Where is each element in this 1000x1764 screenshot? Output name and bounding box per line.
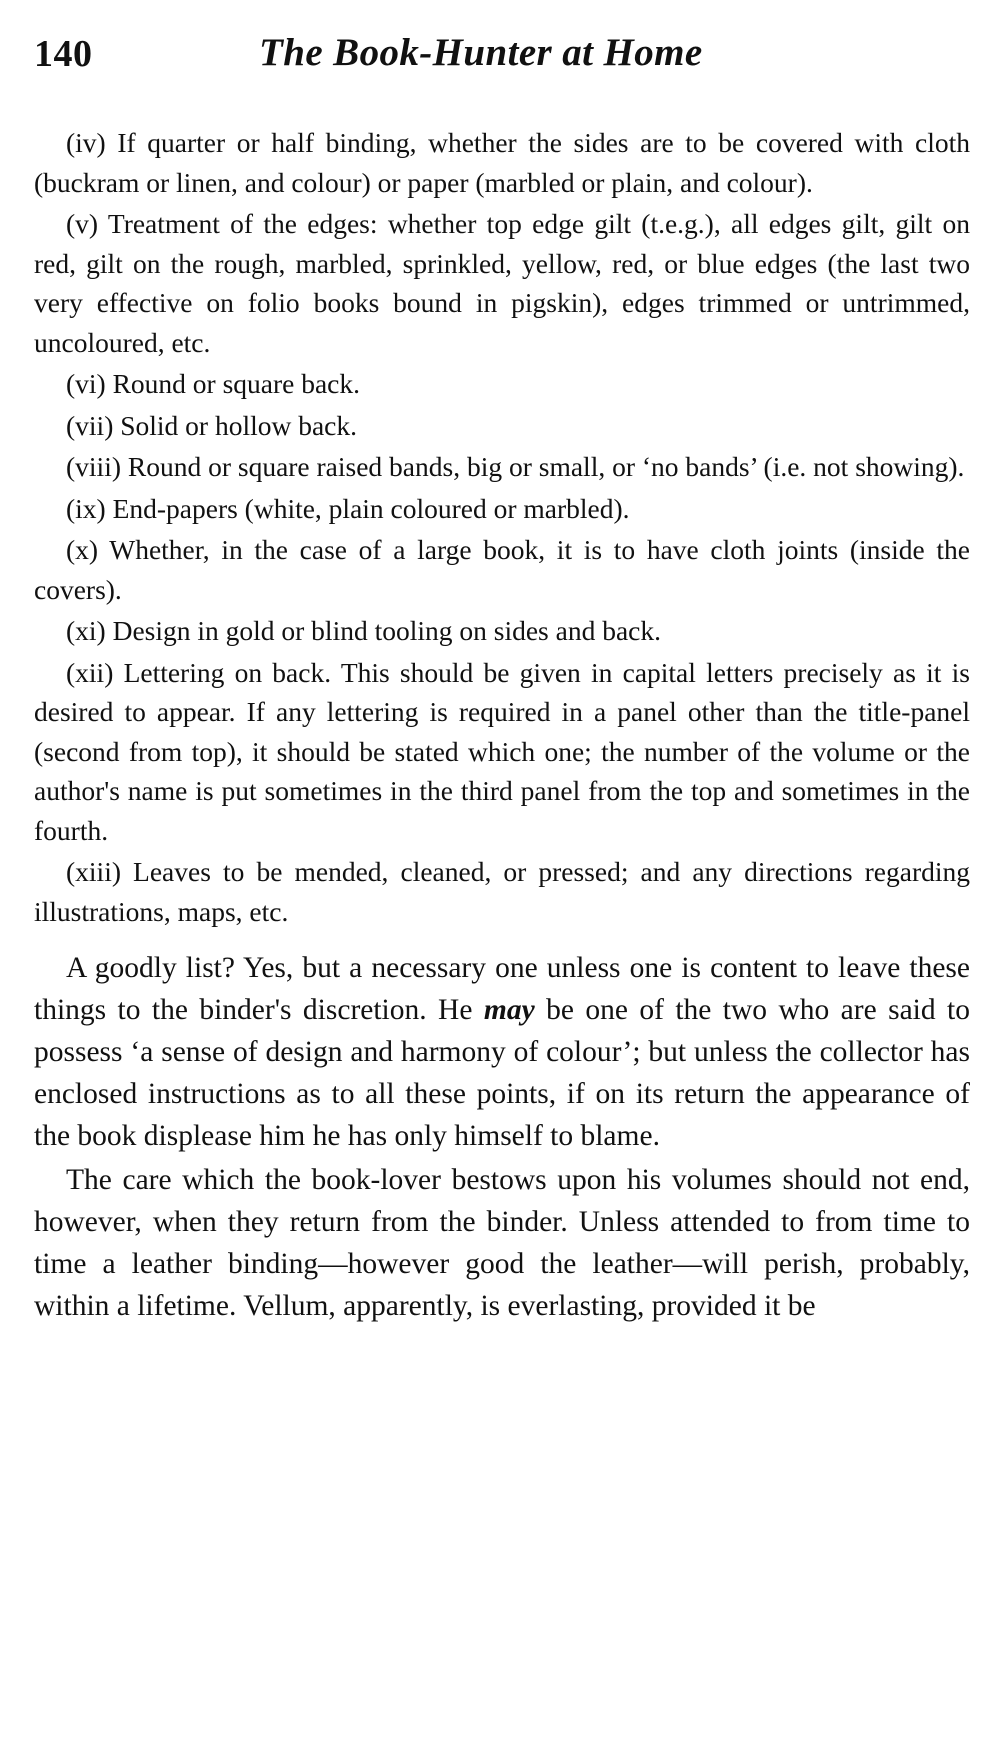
paragraph-goodly-list-end: be one of the two who are said to possess ‘a sense of design and harmony of colour’; but unless the collector has enclosed instructions as to all these points, if on its return the appearance of the book displease him he has only himself to blame.	[34, 994, 970, 1152]
page-number: 140	[34, 33, 93, 75]
paragraph-goodly-list-start: A goodly list? Yes, but a necessary one unless one is content to leave these things to the binder's discretion. He	[34, 952, 970, 1026]
page-header	[34, 32, 984, 92]
list-item-v: (v) Treatment of the edges: whether top edge gilt (t.e.g.), all edges gilt, gilt on red, gilt on the rough, marbled, sprinkled, yellow, red, or blue edges (the last two very effective on folio books bound in pigskin), edges trimmed or untrimmed, uncoloured, etc.	[34, 208, 970, 358]
list-item-xii: (xii) Lettering on back. This should be given in capital letters precisely as it is desired to appear. If any lettering is required in a panel other than the title-panel (second from top), it should be stated which one; the number of the volume or the author's name is put sometimes in the third panel from the top and sometimes in the fourth.	[34, 656, 970, 846]
paragraph-goodly-list	[34, 947, 970, 1157]
paragraph-care-of-volumes: The care which the book-lover bestows upon his volumes should not end, however, when they return from the binder. Unless attended to from time to time a leather binding—however good the leather—will perish, probably, within a lifetime. Vellum, apparently, is everlasting, provided it be	[34, 1164, 970, 1322]
list-item-vi: (vi) Round or square back.	[66, 368, 361, 399]
list-item-xiii: (xiii) Leaves to be mended, cleaned, or pressed; and any directions regarding illustrations, maps, etc.	[34, 856, 970, 927]
running-title: The Book-Hunter at Home	[259, 31, 703, 74]
list-item-vii: (vii) Solid or hollow back.	[66, 409, 358, 441]
page-body	[34, 123, 970, 1329]
list-item-xi: (xi) Design in gold or blind tooling on sides and back.	[66, 615, 661, 646]
list-item-ix: (ix) End-papers (white, plain coloured or marbled).	[66, 492, 630, 524]
list-item-iv: (iv) If quarter or half binding, whether the sides are to be covered with cloth (buckram or linen, and colour) or paper (marbled or plain, and colour).	[34, 127, 970, 198]
emphasis-may: may	[483, 994, 535, 1026]
list-item-viii: (viii) Round or square raised bands, big or small, or ‘no bands’ (i.e. not showing).	[66, 451, 965, 482]
list-item-x: (x) Whether, in the case of a large book, it is to have cloth joints (inside the covers).	[34, 534, 970, 605]
binding-instructions-list	[34, 123, 970, 931]
